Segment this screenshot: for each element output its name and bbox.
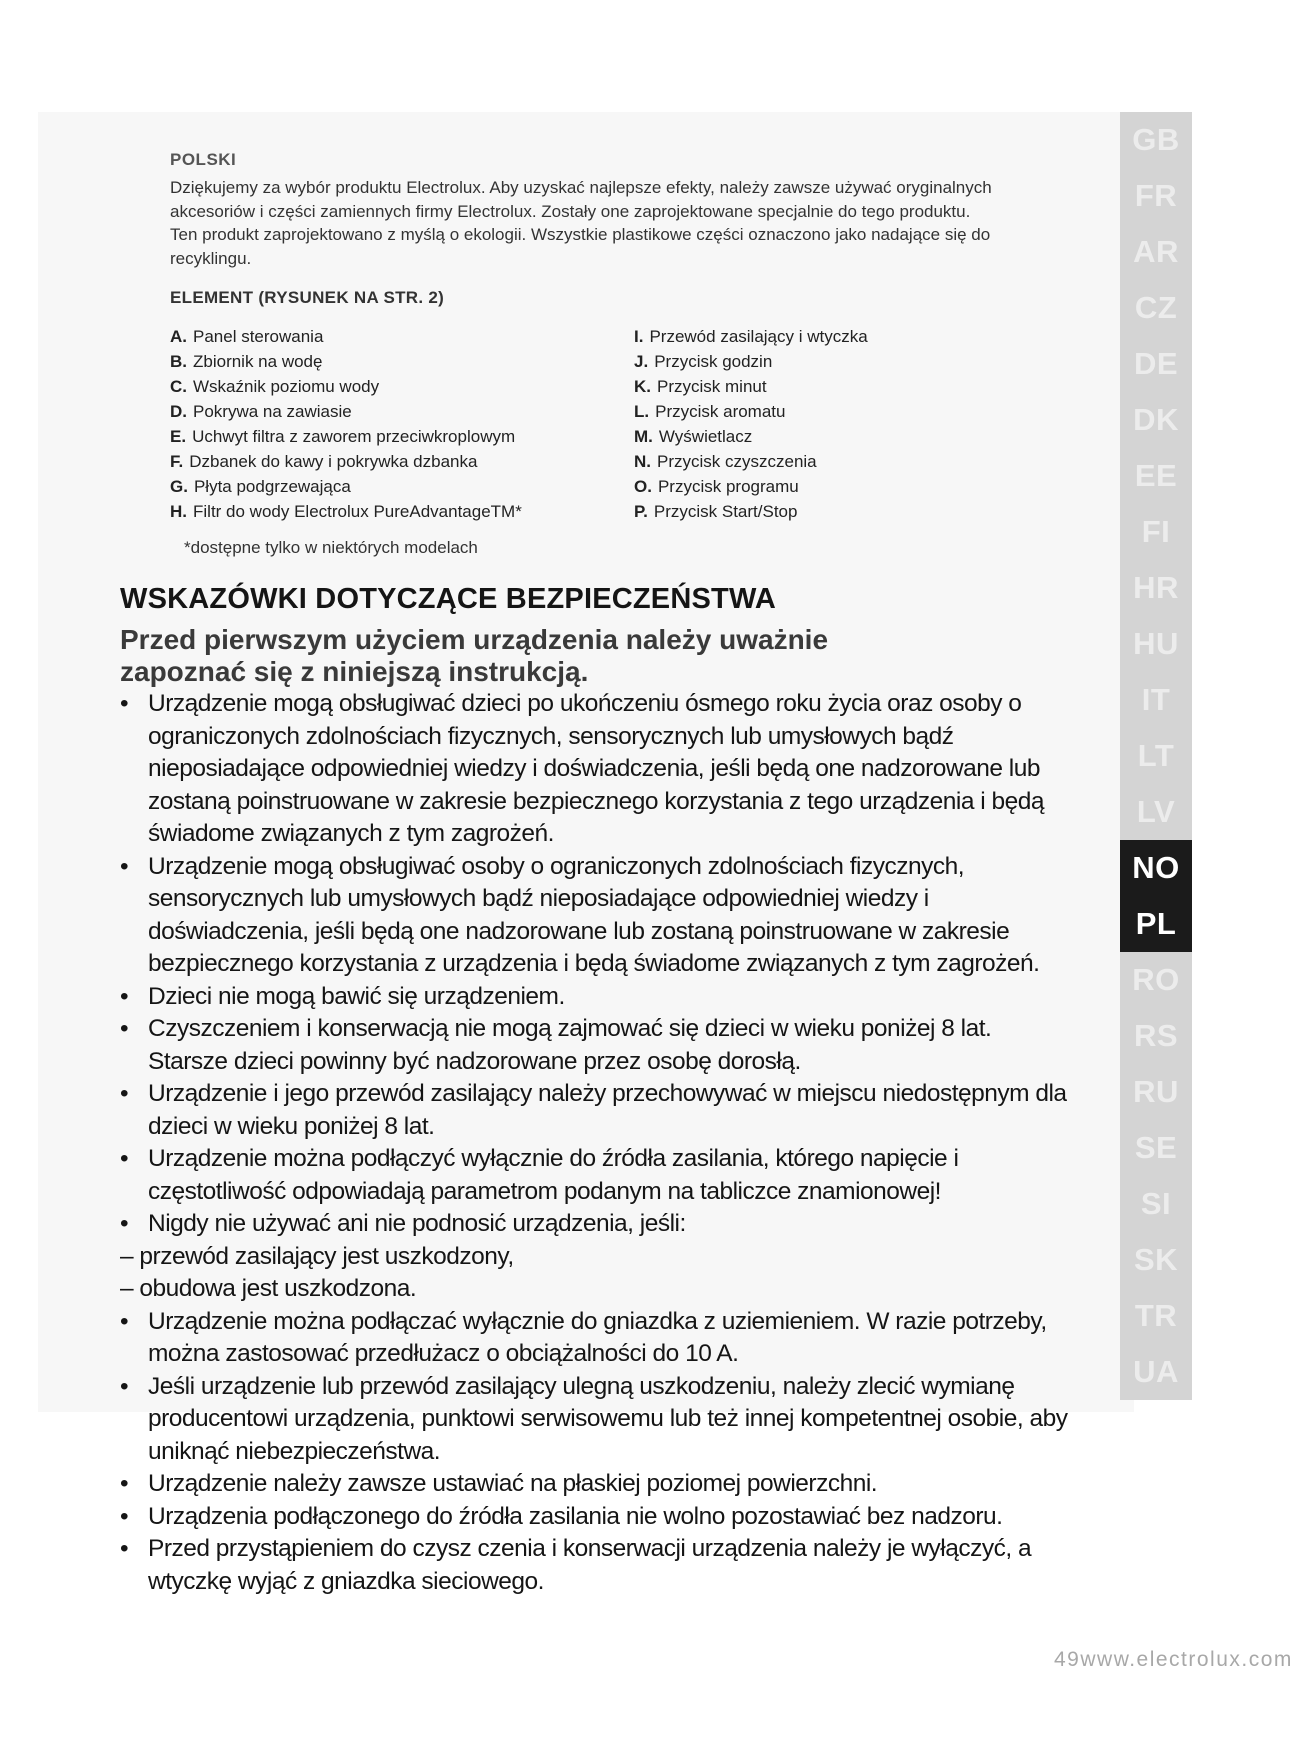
- rule-item: [120, 1078, 1070, 1143]
- part-label: Przycisk aromatu: [655, 402, 786, 421]
- part-label: Przycisk minut: [657, 377, 767, 396]
- lang-tab-ru[interactable]: RU: [1133, 1074, 1179, 1109]
- rule-item: [120, 1468, 1070, 1501]
- part-letter: I.: [634, 327, 644, 346]
- rule-item: [120, 1533, 1070, 1598]
- part-letter: G.: [170, 477, 188, 496]
- safety-title: WSKAZÓWKI DOTYCZĄCE BEZPIECZEŃSTWA: [120, 583, 777, 615]
- part-item: [634, 324, 868, 349]
- parts-list-right: [634, 324, 868, 524]
- part-label: Przycisk Start/Stop: [653, 502, 798, 521]
- part-letter: O.: [634, 477, 652, 496]
- intro-text: [170, 176, 1070, 270]
- part-label: Płyta podgrzewająca: [193, 477, 351, 496]
- lang-tab-lv[interactable]: LV: [1136, 794, 1176, 829]
- lang-tab-tr[interactable]: TR: [1134, 1298, 1178, 1333]
- part-item: [170, 449, 522, 474]
- lang-tab-no[interactable]: NO: [1120, 840, 1192, 896]
- lang-tab-dk[interactable]: DK: [1133, 402, 1179, 437]
- rule-item: [120, 1371, 1070, 1469]
- part-item: [170, 474, 522, 499]
- dash-item: – obudowa jest uszkodzona.: [120, 1275, 417, 1302]
- bullet: •: [120, 1502, 129, 1530]
- bullet: •: [120, 1015, 129, 1042]
- part-label: Pokrywa na zawiasie: [193, 402, 352, 421]
- rule-text: Urządzenie i jego przewód zasilający należy przechowywać w miejscu niedostępnym dla dzieci w wieku poniżej 8 lat.: [148, 1080, 1067, 1140]
- lang-tab-ro[interactable]: RO: [1132, 962, 1180, 997]
- rule-text: Dzieci nie mogą bawić się urządzeniem.: [148, 982, 565, 1010]
- part-label: Przycisk czyszczenia: [657, 452, 817, 471]
- part-item: [634, 374, 868, 399]
- intro-line: Ten produkt zaprojektowano z myślą o ekologii. Wszystkie plastikowe części oznaczono jako nadające się do: [170, 225, 991, 244]
- rule-item: [120, 981, 1070, 1014]
- bullet: •: [120, 1372, 129, 1400]
- part-letter: N.: [634, 452, 651, 471]
- bullet: •: [120, 1470, 129, 1497]
- part-item: [170, 374, 522, 399]
- lang-tab-se[interactable]: SE: [1134, 1130, 1178, 1165]
- safety-rules-list: [120, 688, 1070, 1598]
- lang-tab-hu[interactable]: HU: [1133, 626, 1179, 661]
- intro-line: Dziękujemy za wybór produktu Electrolux. Aby uzyskać najlepsze efekty, należy zawsze używać oryginalnych: [170, 178, 992, 197]
- bullet: •: [120, 1535, 129, 1562]
- language-tab-bar: [1120, 112, 1192, 1400]
- rule-text: Przed przystąpieniem do czysz czenia i konserwacji urządzenia należy je wyłączyć, a wtyczkę wyjąć z gniazdka sieciowego.: [148, 1535, 1032, 1595]
- rule-text: Nigdy nie używać ani nie podnosić urządzenia, jeśli:: [148, 1210, 686, 1237]
- lang-tab-de[interactable]: DE: [1133, 346, 1179, 381]
- bullet: •: [120, 690, 129, 717]
- part-label: Uchwyt filtra z zaworem przeciwkroplowym: [192, 427, 516, 446]
- part-label: Przewód zasilający i wtyczka: [649, 327, 868, 346]
- lang-tab-it[interactable]: IT: [1141, 682, 1171, 717]
- lang-tab-rs[interactable]: RS: [1133, 1018, 1179, 1053]
- lang-tab-hr[interactable]: HR: [1133, 570, 1179, 605]
- warning-line: zapoznać się z niniejszą instrukcją.: [120, 656, 589, 687]
- part-letter: D.: [170, 402, 187, 421]
- rule-item: [120, 1143, 1070, 1208]
- part-item: [170, 399, 522, 424]
- rule-item: [120, 1501, 1070, 1534]
- part-label: Wyświetlacz: [658, 427, 753, 446]
- rule-text: Urządzenie mogą obsługiwać osoby o ograniczonych zdolnościach fizycznych, sensorycznych lub umysłowych bądź nieposiadające odpowiedniej wiedzy i doświadczenia, jeśli będą one nadzorowane lub zostaną poinstruowane w zakresie bezpiecznego korzystania z urządzenia i będą świadome związanych z tym zagrożeń.: [148, 852, 1040, 977]
- part-letter: P.: [634, 502, 648, 521]
- rule-item: [120, 1013, 1070, 1078]
- dash-item: – przewód zasilający jest uszkodzony,: [120, 1242, 514, 1270]
- bullet: •: [120, 852, 129, 880]
- lang-tab-si[interactable]: SI: [1140, 1186, 1172, 1221]
- part-letter: H.: [170, 502, 187, 521]
- lang-tab-fr[interactable]: FR: [1134, 178, 1178, 213]
- part-item: [170, 499, 522, 524]
- part-letter: F.: [170, 452, 184, 471]
- bullet: •: [120, 1080, 129, 1107]
- part-letter: E.: [170, 427, 187, 446]
- lang-tab-sk[interactable]: SK: [1133, 1242, 1179, 1277]
- part-item: [170, 349, 522, 374]
- rule-text: Urządzenie należy zawsze ustawiać na płaskiej poziomej powierzchni.: [148, 1470, 878, 1497]
- bullet: •: [120, 1145, 129, 1172]
- footnote: *dostępne tylko w niektórych modelach: [184, 538, 478, 557]
- part-letter: A.: [170, 327, 187, 346]
- intro-line: recyklingu.: [170, 248, 252, 268]
- rule-text: Urządzenie można podłączać wyłącznie do gniazdka z uziemieniem. W razie potrzeby, można zastosować przedłużacz o obciążalności do 10 A.: [148, 1307, 1047, 1367]
- rule-text: Czyszczeniem i konserwacją nie mogą zajmować się dzieci w wieku poniżej 8 lat. Starsze dzieci powinny być nadzorowane przez osobę dorosłą.: [148, 1015, 992, 1075]
- part-letter: J.: [634, 352, 649, 371]
- rule-text: Urządzenie mogą obsługiwać dzieci po ukończeniu ósmego roku życia oraz osoby o ograniczonych zdolnościach fizycznych, sensorycznych lub umysłowych bądź nieposiadające odpowiedniej wiedzy i doświadczenia, jeśli będą one nadzorowane lub zostaną poinstruowane w zakresie bezpiecznego korzystania z tego urządzenia i będą świadome związanych z tym zagrożeń.: [148, 690, 1045, 847]
- part-letter: B.: [170, 352, 187, 371]
- lang-tab-ua[interactable]: UA: [1133, 1354, 1179, 1389]
- part-item: [634, 399, 868, 424]
- lang-tab-cz[interactable]: CZ: [1134, 290, 1178, 325]
- part-label: Dzbanek do kawy i pokrywka dzbanka: [189, 452, 478, 471]
- part-item: [170, 424, 522, 449]
- part-label: Przycisk godzin: [654, 352, 773, 371]
- lang-tab-ar[interactable]: AR: [1133, 234, 1179, 269]
- warning-line: Przed pierwszym użyciem urządzenia należy uważnie: [120, 624, 829, 655]
- rule-text: Urządzenie można podłączyć wyłącznie do źródła zasilania, którego napięcie i częstotliwość odpowiadają parametrom podanym na tabliczce znamionowej!: [148, 1145, 959, 1205]
- rule-item: [120, 1208, 1070, 1241]
- lang-tab-fi[interactable]: FI: [1141, 514, 1171, 549]
- part-item: [170, 324, 522, 349]
- part-letter: L.: [634, 402, 650, 421]
- part-label: Przycisk programu: [657, 477, 799, 496]
- part-item: [634, 474, 868, 499]
- lang-tab-pl[interactable]: PL: [1120, 896, 1192, 952]
- part-item: [634, 424, 868, 449]
- part-label: Panel sterowania: [193, 327, 324, 346]
- rule-item: [120, 851, 1070, 981]
- bullet: •: [120, 1210, 129, 1237]
- lang-tab-ee[interactable]: EE: [1134, 458, 1178, 493]
- parts-list-left: [170, 324, 522, 524]
- rule-text: Jeśli urządzenie lub przewód zasilający ulegną uszkodzeniu, należy zlecić wymianę producentowi urządzenia, punktowi serwisowemu lub też innej kompetentnej osobie, aby uniknąć niebezpieczeństwa.: [148, 1372, 1068, 1465]
- section-label: POLSKI: [170, 150, 237, 169]
- part-label: Zbiornik na wodę: [193, 352, 323, 371]
- lang-tab-lt[interactable]: LT: [1137, 738, 1175, 773]
- rule-text: Urządzenia podłączonego do źródła zasilania nie wolno pozostawiać bez nadzoru.: [148, 1502, 1003, 1530]
- warning-text: [120, 624, 1000, 688]
- part-label: Wskaźnik poziomu wody: [193, 377, 380, 396]
- part-letter: M.: [634, 427, 653, 446]
- lang-tab-gb[interactable]: GB: [1132, 122, 1180, 157]
- part-item: [634, 499, 868, 524]
- footer-page-url: 49www.electrolux.com: [1054, 1648, 1293, 1671]
- bullet: •: [120, 1307, 129, 1335]
- elements-heading: ELEMENT (RYSUNEK NA STR. 2): [170, 288, 445, 307]
- part-label: Filtr do wody Electrolux PureAdvantageTM*: [193, 502, 522, 521]
- part-letter: C.: [170, 377, 187, 396]
- rule-item: [120, 688, 1070, 851]
- intro-line: akcesoriów i części zamiennych firmy Electrolux. Zostały one zaprojektowane specjalnie do tego produktu.: [170, 201, 971, 221]
- bullet: •: [120, 982, 129, 1010]
- rule-item: [120, 1306, 1070, 1371]
- part-item: [634, 349, 868, 374]
- part-letter: K.: [634, 377, 651, 396]
- part-item: [634, 449, 868, 474]
